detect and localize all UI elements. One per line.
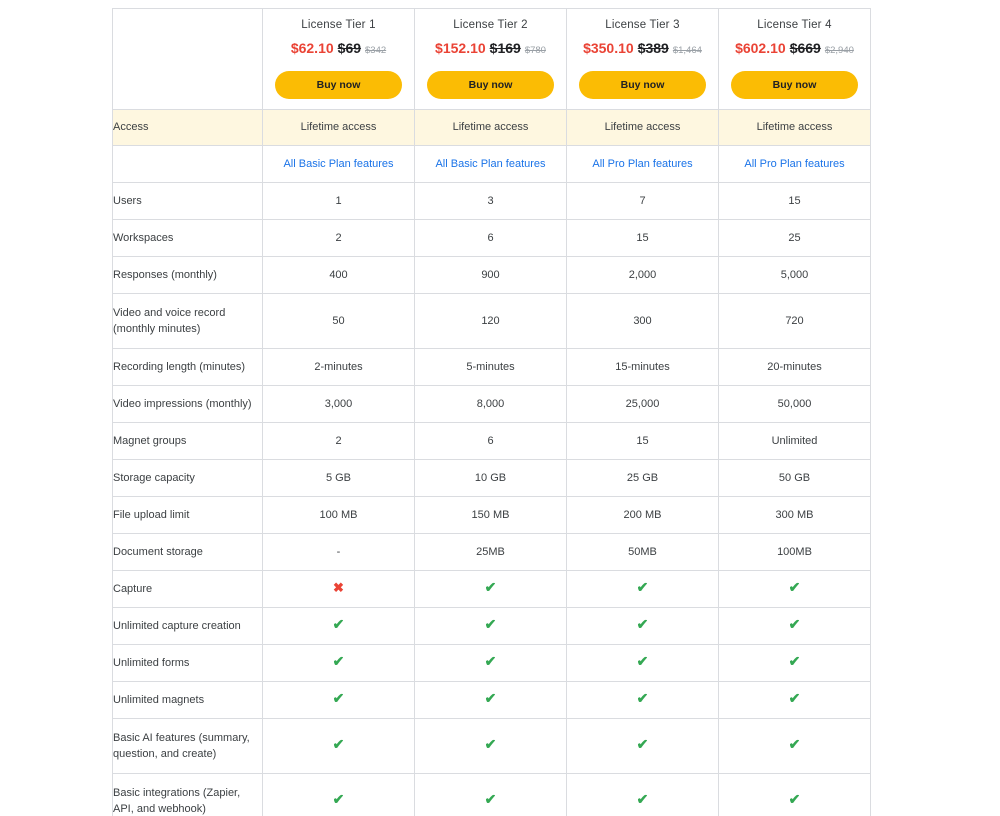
check-icon: ✔ [788, 736, 801, 753]
tier-price-current: $152.10 [435, 40, 486, 56]
feature-label [113, 146, 263, 183]
feature-value [719, 774, 871, 816]
feature-value: 300 MB [719, 497, 871, 534]
feature-label: File upload limit [113, 497, 263, 534]
feature-link-value[interactable]: All Basic Plan features [263, 146, 415, 183]
tier-price-line [415, 40, 566, 58]
cross-icon: ✖ [333, 579, 344, 595]
tier-price-original: $1,464 [672, 45, 702, 56]
table-row [113, 386, 871, 423]
table-row [113, 460, 871, 497]
feature-value: 900 [415, 257, 567, 294]
feature-link-value[interactable]: All Pro Plan features [719, 146, 871, 183]
table-row [113, 110, 871, 146]
table-row [113, 146, 871, 183]
table-row [113, 682, 871, 719]
tier-price-line [719, 40, 870, 58]
feature-value: 25MB [415, 534, 567, 571]
tier-price-previous: $669 [789, 40, 821, 56]
feature-value: 15 [567, 423, 719, 460]
feature-value: - [263, 534, 415, 571]
feature-value [415, 608, 567, 645]
feature-label: Video and voice record (monthly minutes) [113, 294, 263, 349]
table-row [113, 294, 871, 349]
feature-value [415, 645, 567, 682]
feature-value: 7 [567, 183, 719, 220]
check-icon: ✔ [636, 690, 649, 707]
feature-label: Basic integrations (Zapier, API, and webhook) [113, 774, 263, 816]
feature-value: 2 [263, 423, 415, 460]
feature-value [263, 719, 415, 774]
check-icon: ✔ [484, 690, 497, 707]
check-icon: ✔ [636, 736, 649, 753]
feature-value: Lifetime access [263, 110, 415, 146]
feature-value: 50 GB [719, 460, 871, 497]
feature-value: 2,000 [567, 257, 719, 294]
feature-value: 1 [263, 183, 415, 220]
tier-header-cell [719, 9, 871, 110]
feature-value [263, 774, 415, 816]
tier-header-cell [567, 9, 719, 110]
feature-value: 10 GB [415, 460, 567, 497]
feature-value: 100MB [719, 534, 871, 571]
feature-value: 25,000 [567, 386, 719, 423]
feature-value: 15 [719, 183, 871, 220]
feature-value: 6 [415, 423, 567, 460]
feature-value: 5,000 [719, 257, 871, 294]
check-icon: ✔ [484, 579, 497, 596]
feature-value: 300 [567, 294, 719, 349]
feature-value [415, 682, 567, 719]
feature-value [263, 682, 415, 719]
feature-value: 720 [719, 294, 871, 349]
feature-value: 100 MB [263, 497, 415, 534]
feature-value [415, 719, 567, 774]
feature-label: Storage capacity [113, 460, 263, 497]
feature-label: Capture [113, 571, 263, 608]
feature-label: Unlimited magnets [113, 682, 263, 719]
tier-name: License Tier 4 [757, 19, 832, 31]
feature-label: Workspaces [113, 220, 263, 257]
tier-price-original: $780 [524, 45, 546, 56]
tier-price-previous: $169 [489, 40, 521, 56]
feature-value [719, 682, 871, 719]
check-icon: ✔ [636, 616, 649, 633]
check-icon: ✔ [636, 579, 649, 596]
feature-value [567, 608, 719, 645]
check-icon: ✔ [484, 653, 497, 670]
check-icon: ✔ [332, 690, 345, 707]
table-row [113, 349, 871, 386]
feature-value [263, 571, 415, 608]
table-row [113, 534, 871, 571]
feature-value: Lifetime access [567, 110, 719, 146]
tier-name: License Tier 3 [605, 19, 680, 31]
tier-name: License Tier 1 [301, 19, 376, 31]
buy-now-button[interactable]: Buy now [579, 71, 706, 99]
tier-price-original: $2,940 [824, 45, 854, 56]
feature-value: 25 GB [567, 460, 719, 497]
feature-value: 3 [415, 183, 567, 220]
feature-value [567, 719, 719, 774]
check-icon: ✔ [484, 791, 497, 808]
check-icon: ✔ [332, 653, 345, 670]
check-icon: ✔ [484, 736, 497, 753]
feature-label: Magnet groups [113, 423, 263, 460]
check-icon: ✔ [484, 616, 497, 633]
table-row [113, 774, 871, 816]
feature-value: 5 GB [263, 460, 415, 497]
feature-value: 400 [263, 257, 415, 294]
tier-price-previous: $69 [337, 40, 362, 56]
buy-now-button[interactable]: Buy now [275, 71, 402, 99]
tier-price-previous: $389 [637, 40, 669, 56]
pricing-table-container [112, 8, 870, 816]
tier-price-current: $350.10 [583, 40, 634, 56]
feature-link-value[interactable]: All Basic Plan features [415, 146, 567, 183]
tier-header-cell [263, 9, 415, 110]
table-row [113, 608, 871, 645]
feature-value: 6 [415, 220, 567, 257]
feature-value [263, 608, 415, 645]
feature-value: 200 MB [567, 497, 719, 534]
feature-value [719, 645, 871, 682]
feature-value: 2-minutes [263, 349, 415, 386]
feature-value [719, 571, 871, 608]
feature-value: 5-minutes [415, 349, 567, 386]
tier-price-current: $602.10 [735, 40, 786, 56]
feature-value [263, 645, 415, 682]
feature-value [719, 719, 871, 774]
check-icon: ✔ [332, 791, 345, 808]
check-icon: ✔ [332, 616, 345, 633]
tier-price-current: $62.10 [290, 40, 334, 56]
feature-value: 3,000 [263, 386, 415, 423]
feature-value [567, 682, 719, 719]
feature-value [567, 774, 719, 816]
feature-value: 20-minutes [719, 349, 871, 386]
feature-value: Unlimited [719, 423, 871, 460]
feature-link-value[interactable]: All Pro Plan features [567, 146, 719, 183]
pricing-table [112, 8, 871, 816]
header-empty-cell [113, 9, 263, 110]
feature-value [719, 608, 871, 645]
feature-value: 150 MB [415, 497, 567, 534]
feature-label: Access [113, 110, 263, 146]
feature-value [415, 571, 567, 608]
feature-label: Document storage [113, 534, 263, 571]
feature-value: 50,000 [719, 386, 871, 423]
check-icon: ✔ [788, 690, 801, 707]
check-icon: ✔ [788, 579, 801, 596]
feature-value [567, 571, 719, 608]
table-row [113, 645, 871, 682]
table-row [113, 423, 871, 460]
check-icon: ✔ [788, 653, 801, 670]
tier-price-line [263, 40, 414, 58]
pricing-header-row [113, 9, 871, 110]
tier-name: License Tier 2 [453, 19, 528, 31]
check-icon: ✔ [636, 791, 649, 808]
feature-value: Lifetime access [415, 110, 567, 146]
check-icon: ✔ [332, 736, 345, 753]
feature-value: 120 [415, 294, 567, 349]
feature-label: Recording length (minutes) [113, 349, 263, 386]
feature-value: 15 [567, 220, 719, 257]
tier-price-line [567, 40, 718, 58]
feature-label: Basic AI features (summary, question, and create) [113, 719, 263, 774]
table-row [113, 257, 871, 294]
buy-now-button[interactable]: Buy now [731, 71, 858, 99]
table-row [113, 497, 871, 534]
feature-value [415, 774, 567, 816]
feature-value: 15-minutes [567, 349, 719, 386]
table-row [113, 719, 871, 774]
table-row [113, 220, 871, 257]
feature-label: Users [113, 183, 263, 220]
table-row [113, 571, 871, 608]
check-icon: ✔ [636, 653, 649, 670]
feature-value: 50 [263, 294, 415, 349]
feature-value [567, 645, 719, 682]
buy-now-button[interactable]: Buy now [427, 71, 554, 99]
feature-value: 2 [263, 220, 415, 257]
feature-label: Unlimited forms [113, 645, 263, 682]
table-row [113, 183, 871, 220]
feature-value: Lifetime access [719, 110, 871, 146]
feature-value: 25 [719, 220, 871, 257]
feature-label: Responses (monthly) [113, 257, 263, 294]
feature-value: 50MB [567, 534, 719, 571]
feature-label: Video impressions (monthly) [113, 386, 263, 423]
tier-price-original: $342 [365, 45, 387, 56]
feature-value: 8,000 [415, 386, 567, 423]
feature-label: Unlimited capture creation [113, 608, 263, 645]
check-icon: ✔ [788, 791, 801, 808]
check-icon: ✔ [788, 616, 801, 633]
tier-header-cell [415, 9, 567, 110]
